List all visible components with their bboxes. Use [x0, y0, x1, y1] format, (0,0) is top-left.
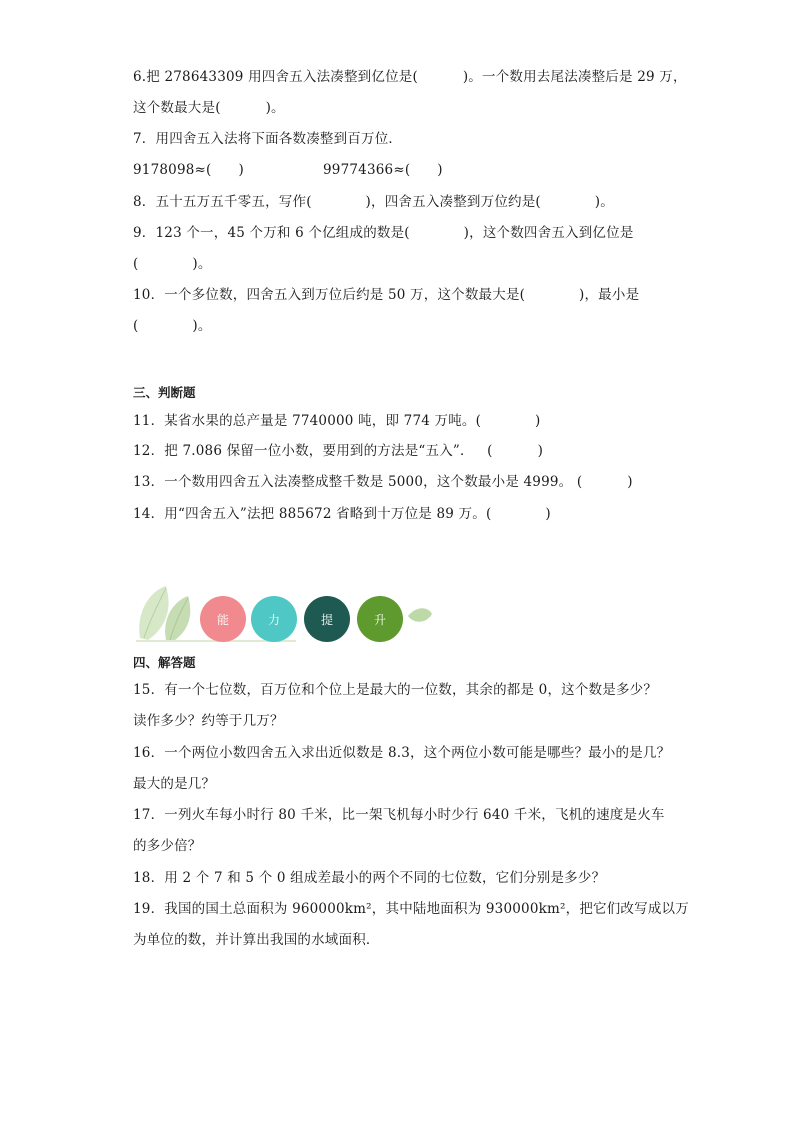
question-12: 12．把 7.086 保留一位小数，要用到的方法是“五入”． ( ): [133, 443, 544, 459]
banner-char-3: 提: [320, 612, 333, 627]
question-8-line-1: 8．五十五万五千零五，写作( )，四舍五入凑整到万位约是( )。: [133, 194, 614, 210]
question-17-line-1: 17．一列火车每小时行 80 千米，比一架飞机每小时少行 640 千米，飞机的速度是火车: [133, 807, 665, 823]
banner-char-2: 力: [267, 612, 280, 627]
question-15-line-2: 读作多少？约等于几万？: [133, 713, 284, 729]
question-16-line-1: 16．一个两位小数四舍五入求出近似数是 8.3，这个两位小数可能是哪些？最小的是几？: [133, 745, 671, 761]
banner-circle-4: [357, 596, 403, 642]
question-17-line-2: 的多少倍？: [133, 838, 202, 854]
banner-circle-3: [304, 596, 350, 642]
question-19-line-1: 19．我国的国土总面积为 960000km²，其中陆地面积为 930000km²，把它们改写成以万: [133, 901, 689, 917]
question-15-line-1: 15．有一个七位数，百万位和个位上是最大的一位数，其余的都是 0，这个数是多少？: [133, 682, 658, 698]
banner-circle-1: [200, 596, 246, 642]
question-6-line-2: 这个数最大是( )。: [133, 100, 285, 116]
question-9-line-1: 9．123 个一，45 个万和 6 个亿组成的数是( )，这个数四舍五入到亿位是: [133, 225, 634, 241]
banner-char-1: 能: [216, 612, 229, 627]
question-7-item-b: 99774366≈( ): [323, 162, 443, 178]
question-7-item-a: 9178098≈( ): [133, 162, 244, 178]
question-7-line-1: 7．用四舍五入法将下面各数凑整到百万位．: [133, 131, 403, 147]
banner-circle-2: [251, 596, 297, 642]
question-14: 14．用“四舍五入”法把 885672 省略到十万位是 89 万。( ): [133, 506, 551, 522]
section-4-title: 四、解答题: [133, 655, 196, 670]
question-6-line-1: 6.把 278643309 用四舍五入法凑整到亿位是( )。一个数用去尾法凑整后是 29 万，: [133, 69, 687, 85]
question-10-line-2: ( )。: [133, 318, 212, 334]
question-10-line-1: 10．一个多位数，四舍五入到万位后约是 50 万，这个数最大是( )，最小是: [133, 287, 640, 303]
question-11: 11．某省水果的总产量是 7740000 吨，即 774 万吨。( ): [133, 413, 541, 429]
section-3-title: 三、判断题: [133, 385, 196, 400]
question-18: 18．用 2 个 7 和 5 个 0 组成差最小的两个不同的七位数，它们分别是多少？: [133, 870, 606, 886]
question-13: 13．一个数用四舍五入法凑整成整千数是 5000，这个数最小是 4999。 ( ): [133, 474, 633, 490]
question-16-line-2: 最大的是几？: [133, 776, 216, 792]
question-9-line-2: ( )。: [133, 256, 212, 272]
question-19-line-2: 为单位的数，并计算出我国的水域面积．: [133, 932, 380, 948]
banner-char-4: 升: [373, 612, 386, 627]
